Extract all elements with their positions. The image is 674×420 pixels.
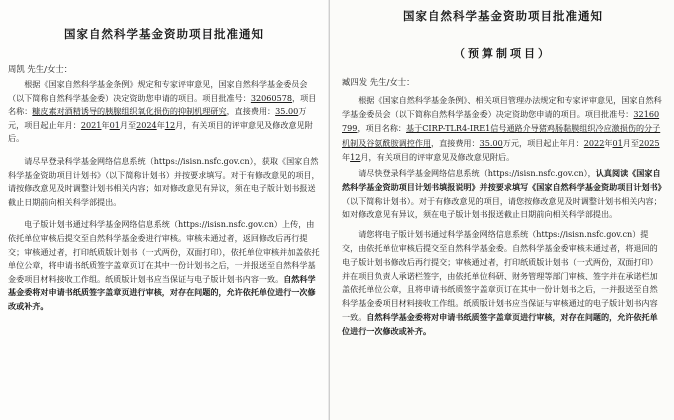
salutation: 臧四发 先生/女士： — [342, 77, 415, 87]
notice-subtitle: （预算制项目） — [454, 47, 552, 60]
approval-notice-left — [0, 0, 328, 420]
paragraph-submission: 电子版计划书通过科学基金网络信息系统（https://isisn.nsfc.gov.cn）上传，由依托单位审核后提交至自然科学基金委进行审核。审核未通过者，返回修改后再行提交；审核通过者，打印纸质版计划书（一式两份，双面打印），依托单位审核并加盖依托单位公章，将申请书纸质签字盖章页订在其中一份计划书之后，一并报送至自然科学基金委项目材料接收工作组。纸质版计划书应当保证与电子版计划书内容一致。自然科学基金委将对申请书纸质签字盖章页进行审核，对存在问题的，允许依托单位进行一次修改或补齐。 — [8, 219, 320, 311]
salutation: 周凯 先生/女士： — [8, 64, 73, 74]
direct-cost: 35.00 — [479, 137, 503, 148]
bold-notice: 自然科学基金委将对申请书纸质签字盖章页进行审核，对存在问题的，允许依托单位进行一次修改或补齐。 — [342, 311, 658, 336]
project-number: 32160799 — [342, 109, 660, 134]
paragraph-project-info: 根据《国家自然科学基金条例》、相关项目管理办法规定和专家评审意见，国家自然科学基金委员会（以下简称自然科学基金委）决定资助您申请的项目。项目批准号：32160799，项目名称：基于CIRP-TLR4-IRE1信号通路介导猪鸡肠黏膜组织冷应激损伤的分子机制及谷氨酰胺调控作用，直接费用：35.00万元，项目起止年月：2022年01月至2025年12月，有关项目的评审意见及修改意见附后。 — [342, 95, 662, 162]
bold-instructions: 认真阅读《国家自然科学基金资助项目计划书填报说明》并按要求填写《国家自然科学基金资助项目计划书》 — [342, 168, 666, 192]
notice-title: 国家自然科学基金资助项目批准通知 — [64, 27, 264, 41]
end-year: 2024 — [136, 119, 157, 130]
approval-notice-right — [329, 0, 674, 420]
project-name: 糠皮素对酒精诱导的胰腺组织氧化损伤的抑制机理研究 — [32, 106, 227, 117]
notice-title: 国家自然科学基金资助项目批准通知 — [403, 9, 603, 23]
bold-notice: 自然科学基金委将对申请书纸质签字盖章页进行审核，对存在问题的，允许依托单位进行一次修改或补齐。 — [8, 273, 316, 311]
project-name: 基于CIRP-TLR4-IRE1信号通路介导猪鸡肠黏膜组织冷应激损伤的分子机制及谷氨酰胺调控作用 — [342, 123, 661, 148]
end-month: 12 — [350, 151, 361, 162]
start-year: 2022 — [583, 137, 605, 148]
direct-cost: 35.00 — [275, 106, 299, 117]
project-number: 32060578 — [250, 92, 293, 103]
end-year: 2025 — [638, 137, 660, 148]
start-year: 2021 — [80, 119, 102, 130]
end-month: 12 — [164, 119, 176, 130]
paragraph-login-instructions: 请尽快登录科学基金网络信息系统（https://isisn.nsfc.gov.cn），认真阅读《国家自然科学基金资助项目计划书填报说明》并按要求填写《国家自然科学基金资助项目计划书》（以下简称计划书）。对于有修改意见的项目，请您按修改意见及时调整计划书相关内容；如对修改意见有异议，须在电子版计划书报送截止日期前向相关科学部提出。 — [342, 168, 666, 220]
start-month: 01 — [612, 137, 623, 148]
paragraph-submission: 请您将电子版计划书通过科学基金网络信息系统（https://isisn.nsfc.gov.cn）提交，由依托单位审核后提交至自然科学基金委。自然科学基金委审核未通过者，将退回的电子版计划书修改后再行提交；审核通过者，打印纸质版计划书（一式两份，双面打印）并在项目负责人承诺栏签字，由依托单位科研、财务管理等部门审核、签字并在承诺栏加盖依托单位公章，且将申请书纸质签字盖章页订在其中一份计划书之后，一并报送至自然科学基金委项目材料接收工作组。纸质版计划书应当保证与审核通过的电子版计划书内容一致。自然科学基金委将对申请书纸质签字盖章页进行审核，对存在问题的，允许依托单位进行一次修改或补齐。 — [342, 229, 658, 336]
paragraph-login-instructions: 请尽早登录科学基金网络信息系统（https://isisn.nsfc.gov.cn），获取《国家自然科学基金资助项目计划书》（以下简称计划书）并按要求填写。对于有修改意见的项目，请按修改意见及时调整计划书相关内容；如对修改意见有异议，须在电子版计划书报送截止日期前向相关科学部提出。 — [8, 155, 320, 207]
paragraph-project-info: 根据《国家自然科学基金条例》规定和专家评审意见，国家自然科学基金委员会（以下简称自然科学基金委）决定资助您申请的项目。项目批准号：32060578，项目名称：糠皮素对酒精诱导的胰腺组织氧化损伤的抑制机理研究，直接费用：35.00万元，项目起止年月：2021年01月至2024年12月，有关项目的评审意见及修改意见附后。 — [8, 79, 317, 144]
start-month: 01 — [109, 119, 120, 130]
